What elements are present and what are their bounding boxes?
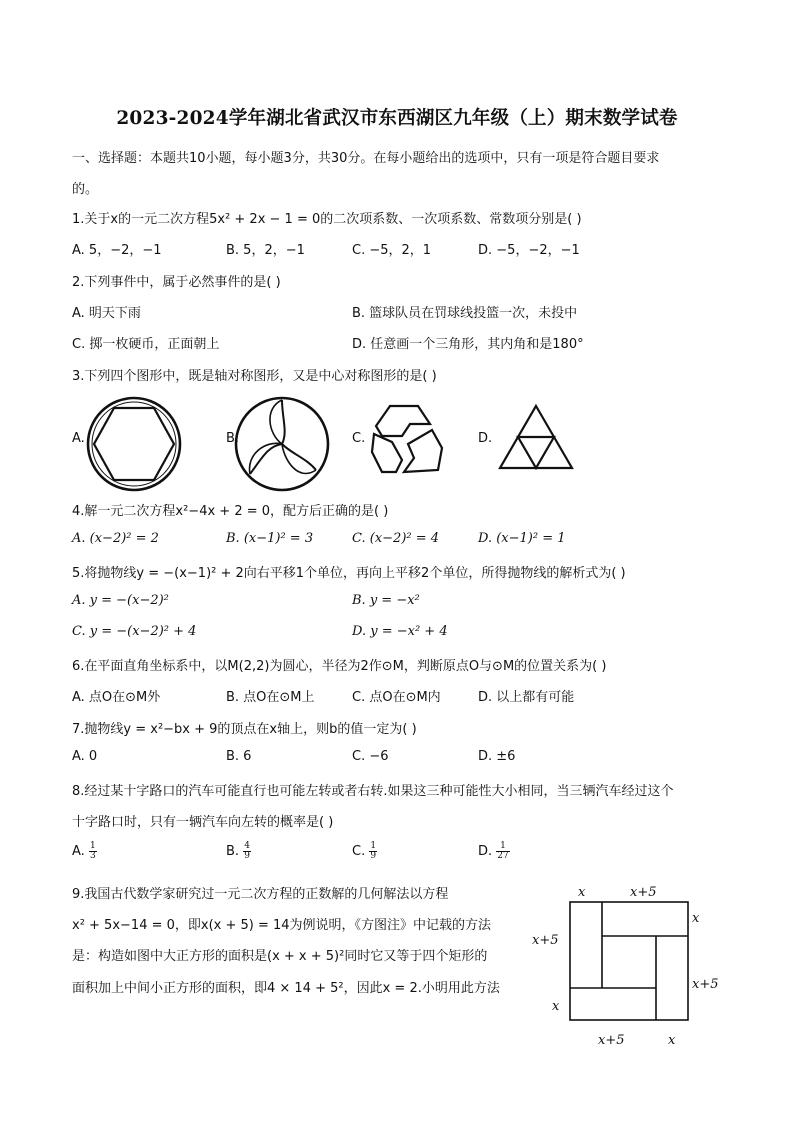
fig-right-x: x (692, 911, 700, 926)
q4-option-d[interactable]: D. (x−1)² = 1 (478, 531, 566, 546)
q8-option-c-fraction: $\frac{1}{9}$ (370, 841, 377, 861)
q4-option-b[interactable]: B. (x−1)² = 3 (226, 531, 314, 546)
q8-option-a-fraction: $\frac{1}{3}$ (89, 841, 96, 861)
q2-option-c[interactable]: C. 掷一枚硬币，正面朝上 (72, 337, 220, 352)
figure-q9-square-diagram (526, 880, 746, 1050)
fig-top-x5: x+5 (630, 885, 657, 900)
q2-option-a[interactable]: A. 明天下雨 (72, 306, 141, 321)
fig-bottom-x5: x+5 (598, 1033, 625, 1048)
q5-option-a[interactable]: A. y = −(x−2)² (72, 593, 169, 608)
question-7-stem: 7.抛物线y = x²−bx + 9的顶点在x轴上，则b的值一定为( ) (72, 722, 417, 737)
q2-option-b[interactable]: B. 篮球队员在罚球线投篮一次，未投中 (352, 306, 578, 321)
q2-option-d[interactable]: D. 任意画一个三角形，其内角和是180° (352, 337, 584, 352)
section-heading-line2: 的。 (72, 182, 99, 197)
question-6-stem: 6.在平面直角坐标系中，以M(2,2)为圆心，半径为2作⊙M，判断原点O与⊙M的位置关系为( ) (72, 659, 607, 674)
q6-option-c[interactable]: C. 点O在⊙M内 (352, 690, 441, 705)
q7-option-c[interactable]: C. −6 (352, 749, 389, 764)
question-9-line1: 9.我国古代数学家研究过一元二次方程的正数解的几何解法以方程 (72, 887, 449, 902)
question-9-line4: 面积加上中间小正方形的面积，即4 × 14 + 5²，因此x = 2.小明用此方法 (72, 981, 500, 996)
fig-right-x5: x+5 (692, 977, 719, 992)
question-1-stem: 1.关于x的一元二次方程5x² + 2x − 1 = 0的二次项系数、一次项系数、常数项分别是( ) (72, 212, 582, 227)
question-8-stem-line2: 十字路口时，只有一辆汽车向左转的概率是( ) (72, 815, 334, 830)
question-2-stem: 2.下列事件中，属于必然事件的是( ) (72, 275, 281, 290)
q6-option-b[interactable]: B. 点O在⊙M上 (226, 690, 315, 705)
q3-option-b[interactable]: B. (226, 431, 240, 446)
figure-b-triple-swirl (232, 394, 332, 494)
q1-option-b[interactable]: B. 5，2，−1 (226, 243, 305, 258)
q8-option-d-label: D. (478, 844, 493, 859)
question-9-line3: 是：构造如图中大正方形的面积是(x + x + 5)²同时它又等于四个矩形的 (72, 949, 488, 964)
q6-option-d[interactable]: D. 以上都有可能 (478, 690, 575, 705)
q8-option-a-label: A. (72, 844, 85, 859)
question-5-stem: 5.将抛物线y = −(x−1)² + 2向右平移1个单位，再向上平移2个单位，所得抛物线的解析式为( ) (72, 566, 626, 581)
q3-option-c[interactable]: C. (352, 431, 366, 446)
fig-left-x5: x+5 (532, 933, 559, 948)
q7-option-b[interactable]: B. 6 (226, 749, 252, 764)
q7-option-d[interactable]: D. ±6 (478, 749, 516, 764)
q5-option-b[interactable]: B. y = −x² (352, 593, 420, 608)
fig-top-x: x (578, 885, 586, 900)
question-4-stem: 4.解一元二次方程x²−4x + 2 = 0，配方后正确的是( ) (72, 504, 389, 519)
q4-option-a[interactable]: A. (x−2)² = 2 (72, 531, 159, 546)
q1-option-a[interactable]: A. 5，−2，−1 (72, 243, 162, 258)
q8-option-d-fraction: $\frac{1}{27}$ (497, 841, 509, 861)
figure-a-hexagon-in-circle (84, 394, 184, 494)
q1-option-d[interactable]: D. −5，−2，−1 (478, 243, 580, 258)
figure-c-recycle-shape (368, 400, 448, 480)
page-title: 2023-2024学年湖北省武汉市东西湖区九年级（上）期末数学试卷 (116, 108, 678, 129)
q5-option-d[interactable]: D. y = −x² + 4 (352, 624, 448, 639)
q1-option-c[interactable]: C. −5，2，1 (352, 243, 432, 258)
q8-option-b-label: B. (226, 844, 240, 859)
q6-option-a[interactable]: A. 点O在⊙M外 (72, 690, 161, 705)
q3-option-a[interactable]: A. (72, 431, 85, 446)
q8-option-c[interactable] (352, 842, 377, 861)
q8-option-a[interactable] (72, 842, 97, 861)
q5-option-c[interactable]: C. y = −(x−2)² + 4 (72, 624, 197, 639)
q7-option-a[interactable]: A. 0 (72, 749, 98, 764)
q4-option-c[interactable]: C. (x−2)² = 4 (352, 531, 440, 546)
q3-option-d[interactable]: D. (478, 431, 493, 446)
q8-option-b[interactable] (226, 842, 251, 861)
q8-option-c-label: C. (352, 844, 366, 859)
question-9-line2: x² + 5x−14 = 0，即x(x + 5) = 14为例说明，《方图注》中记载的方法 (72, 918, 492, 933)
q8-option-b-fraction: $\frac{4}{9}$ (244, 841, 250, 861)
question-8-stem-line1: 8.经过某十字路口的汽车可能直行也可能左转或者右转.如果这三种可能性大小相同，当三辆汽车经过这个 (72, 784, 674, 799)
fig-left-x: x (552, 999, 560, 1014)
fig-bottom-x: x (668, 1033, 676, 1048)
question-3-stem: 3.下列四个图形中，既是轴对称图形，又是中心对称图形的是( ) (72, 369, 437, 384)
q8-option-d[interactable] (478, 842, 510, 861)
section-heading-line1: 一、选择题：本题共10小题，每小题3分，共30分。在每小题给出的选项中，只有一项是符合题目要求 (72, 151, 660, 166)
figure-d-subdivided-triangle (496, 402, 576, 472)
